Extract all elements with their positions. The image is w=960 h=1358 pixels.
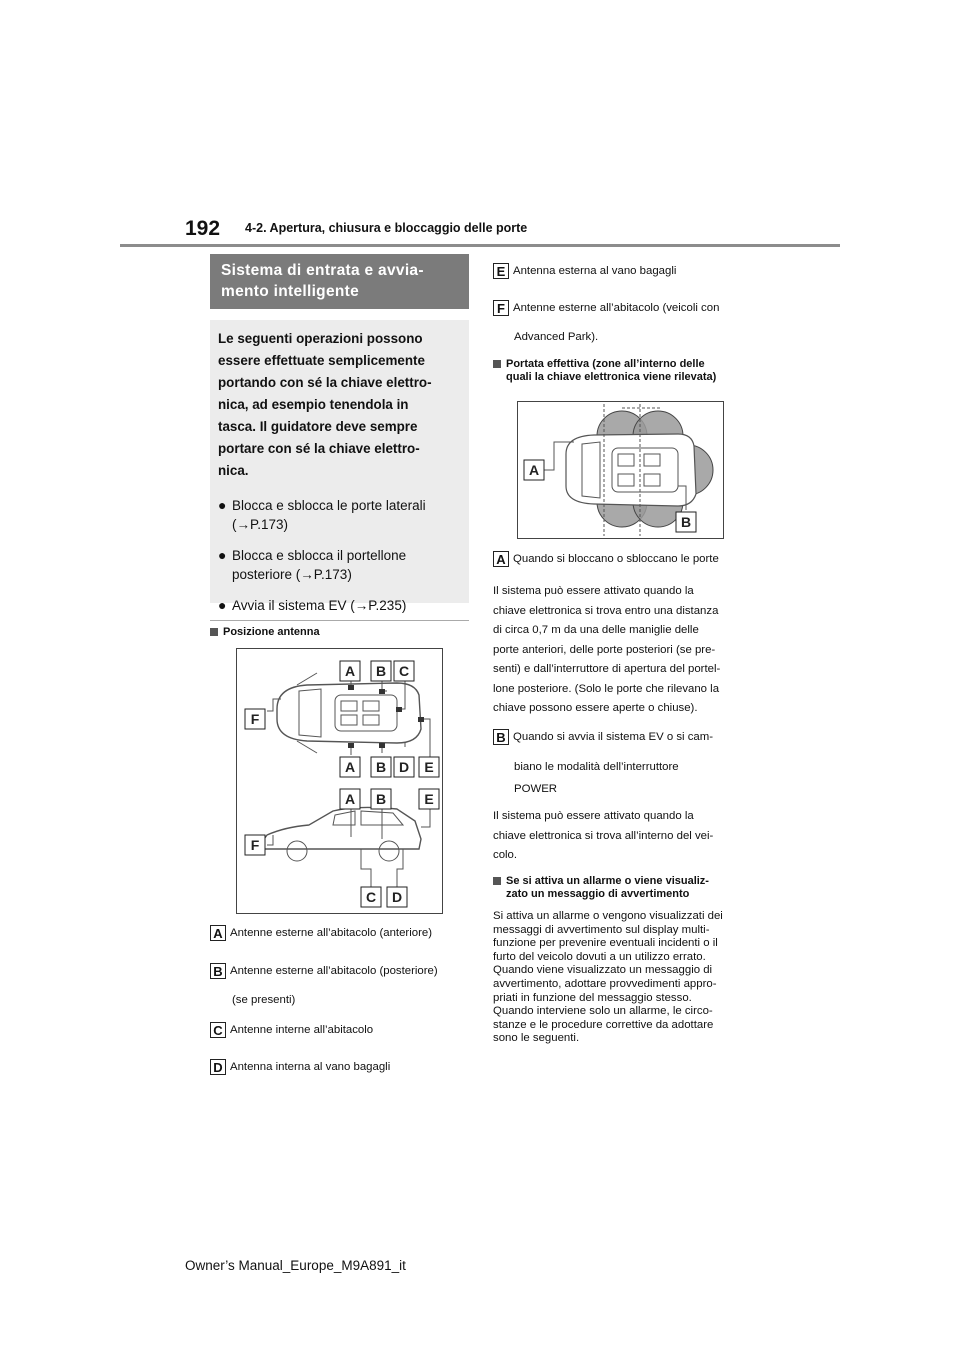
range-diagram — [517, 401, 724, 539]
legend-letter: D — [210, 1059, 226, 1075]
legend-item-a — [210, 925, 432, 941]
diagram-label-a: A — [344, 663, 356, 679]
antenna-diagram — [236, 648, 443, 914]
bullet-dot-icon: ● — [218, 547, 227, 563]
range-label-a: A — [528, 462, 540, 478]
range-label-b: B — [680, 514, 692, 530]
legend-letter: A — [210, 925, 226, 941]
range-continuation: biano le modalità dell’interruttore — [514, 761, 679, 773]
diagram-label-f: F — [250, 837, 260, 853]
box-title: Sistema di entrata e avvia- mento intelligente — [210, 254, 469, 309]
bullet-text: Avvia il sistema EV (→P.235) — [232, 598, 407, 613]
range-continuation: POWER — [514, 783, 558, 795]
legend-item-f — [493, 300, 719, 316]
range-item-a — [493, 551, 719, 567]
legend-text: Antenna interna al vano bagagli — [230, 1061, 391, 1073]
diagram-label-b: B — [375, 791, 387, 807]
antenna-diagram-svg — [237, 649, 442, 913]
legend-text: Antenna esterna al vano bagagli — [513, 265, 677, 277]
diagram-label-f: F — [250, 711, 260, 727]
bullet-text: Blocca e sblocca le porte laterali (→P.173) — [232, 498, 426, 532]
diagram-label-e: E — [424, 791, 434, 807]
range-heading-text: Portata effettiva (zone all’interno delle quali la chiave elettronica viene rilevata) — [506, 358, 717, 383]
legend-text: Antenne esterne all’abitacolo (veicoli con — [513, 302, 720, 314]
legend-item-d — [210, 1059, 390, 1075]
section-title: 4-2. Apertura, chiusura e bloccaggio delle porte — [245, 221, 528, 235]
legend-item-e — [493, 263, 676, 279]
diagram-label-c: C — [398, 663, 410, 679]
legend-item-b — [210, 963, 438, 979]
range-diagram-svg — [518, 402, 723, 538]
antenna-heading — [210, 626, 320, 639]
legend-item-c — [210, 1022, 373, 1038]
bullet-item — [218, 546, 459, 584]
bullet-item — [218, 596, 459, 615]
range-heading — [493, 358, 763, 384]
legend-letter: B — [210, 963, 226, 979]
diagram-label-a: A — [344, 759, 356, 775]
bullet-dot-icon: ● — [218, 597, 227, 613]
alarm-paragraph: Si attiva un allarme o vengono visualizzati dei messaggi di avvertimento sul display multi- funzione per prevenire eventuali incidenti o il furto del veicolo dovuti a un utilizzo errato. Quando viene visualizzato un messaggio di avvertimento, adottare provvedimenti appro- priati in funzione del messaggio stesso. Quando interviene solo un allarme, le circo- stanze e le procedure correttive da adottare sono le seguenti. — [493, 910, 723, 1045]
antenna-heading-text: Posizione antenna — [223, 626, 320, 638]
diagram-label-d: D — [391, 889, 403, 905]
alarm-heading-text: Se si attiva un allarme o viene visualiz- zato un messaggio di avvertimento — [506, 875, 709, 900]
range-letter: B — [493, 729, 509, 745]
separator — [210, 620, 469, 621]
diagram-label-b: B — [375, 759, 387, 775]
legend-text: Antenne esterne all’abitacolo (anteriore) — [230, 927, 432, 939]
square-bullet-icon — [493, 877, 501, 885]
box-intro: Le seguenti operazioni possono essere effettuate semplicemente portando con sé la chiave elettro- nica, ad esempio tenendola in tasca. Il guidatore deve sempre portare con sé la chiave elettro- nica. — [218, 331, 432, 478]
diagram-label-a: A — [344, 791, 356, 807]
footer: Owner’s Manual_Europe_M9A891_it — [185, 1258, 406, 1273]
range-letter: A — [493, 551, 509, 567]
legend-letter: C — [210, 1022, 226, 1038]
bullet-item — [218, 496, 459, 534]
diagram-label-e: E — [424, 759, 434, 775]
range-text: Quando si bloccano o sbloccano le porte — [513, 553, 719, 565]
range-paragraph-a: Il sistema può essere attivato quando la chiave elettronica si trova entro una distanza di circa 0,7 m da una delle maniglie delle porte anteriori, delle porte posteriori (se pre- senti) e dall’interruttore di apertura del portel- lone posteriore. (Solo le porte che rilevano la chiave possono essere aperte o chiuse). — [493, 585, 721, 714]
header-rule — [120, 244, 840, 247]
legend-continuation: (se presenti) — [232, 994, 296, 1006]
range-text: Quando si avvia il sistema EV o si cam- — [513, 731, 714, 743]
legend-letter: E — [493, 263, 509, 279]
page-number: 192 — [185, 217, 221, 240]
alarm-heading — [493, 875, 763, 901]
square-bullet-icon — [210, 628, 218, 636]
bullet-dot-icon: ● — [218, 497, 227, 513]
legend-text: Antenne esterne all’abitacolo (posteriore) — [230, 965, 438, 977]
diagram-label-c: C — [365, 889, 377, 905]
bullet-text: Blocca e sblocca il portellone posteriore (→P.173) — [232, 548, 407, 582]
box-body — [210, 320, 469, 613]
legend-continuation: Advanced Park). — [514, 331, 599, 343]
legend-letter: F — [493, 300, 509, 316]
diagram-label-d: D — [398, 759, 410, 775]
square-bullet-icon — [493, 360, 501, 368]
range-paragraph-b: Il sistema può essere attivato quando la chiave elettronica si trova all’interno del vei- colo. — [493, 810, 714, 861]
legend-text: Antenne interne all’abitacolo — [230, 1024, 374, 1036]
diagram-label-b: B — [375, 663, 387, 679]
range-item-b — [493, 729, 713, 745]
